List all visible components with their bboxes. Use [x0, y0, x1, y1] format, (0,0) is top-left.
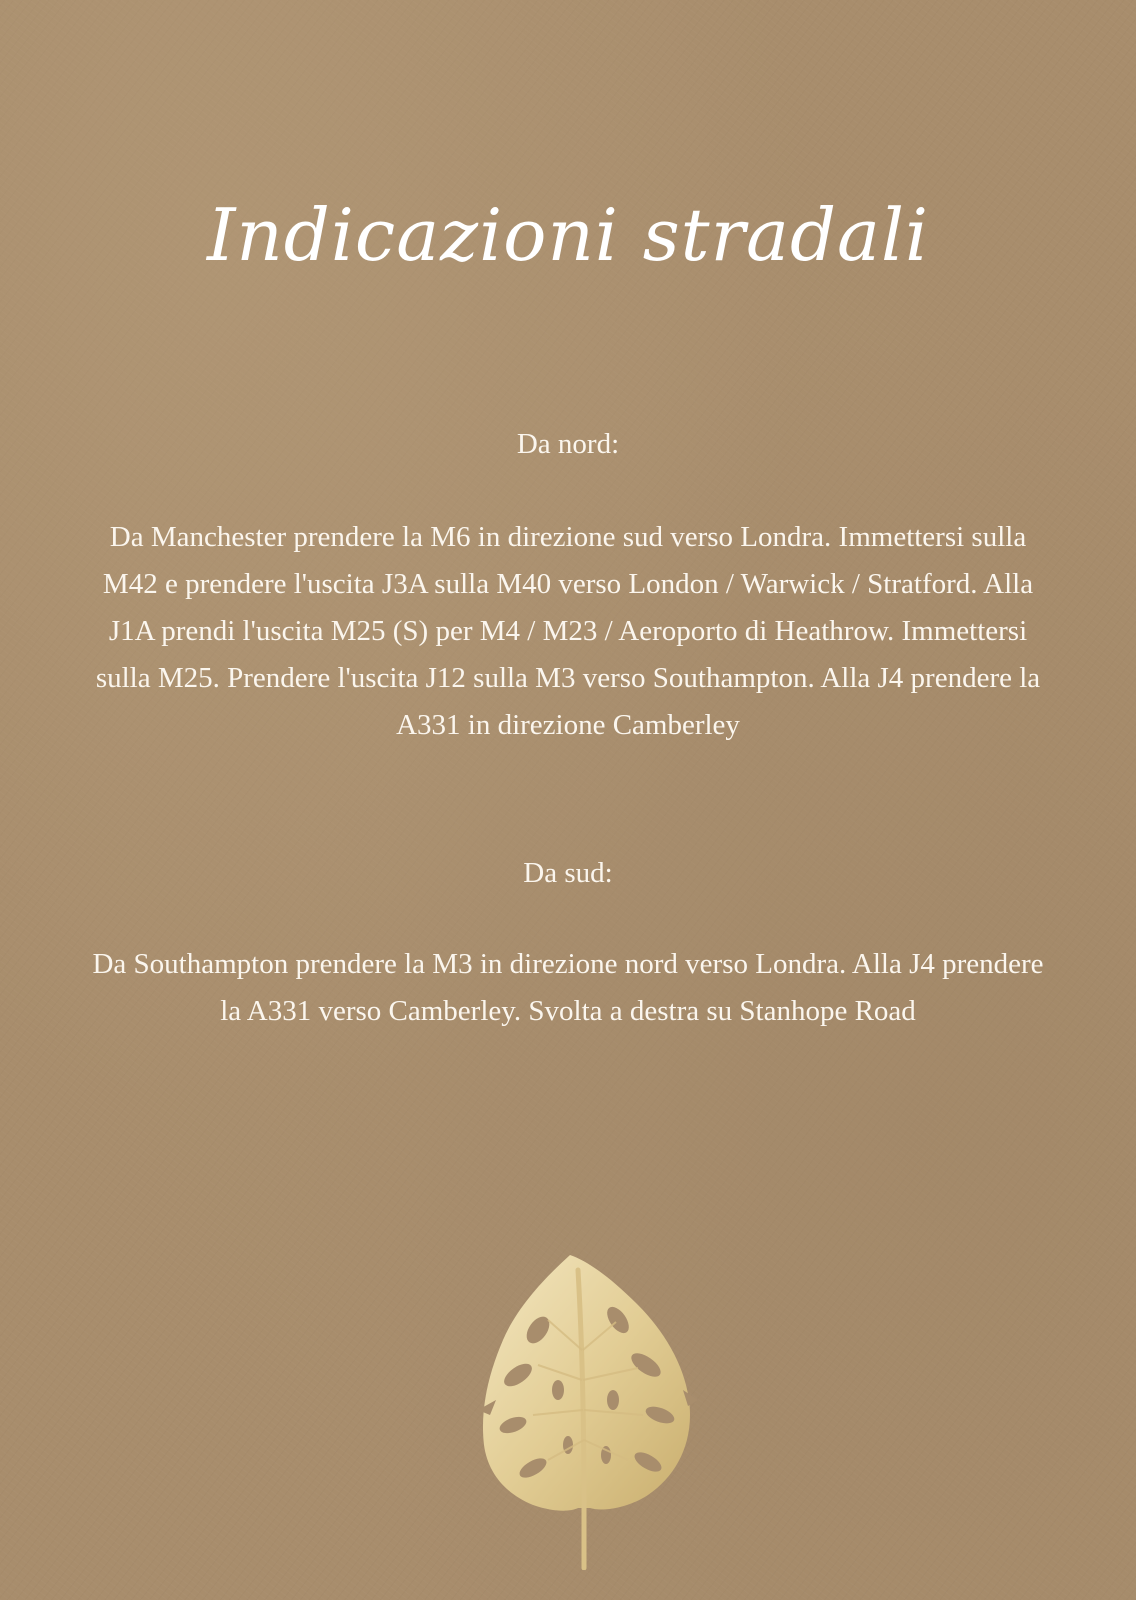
- section-heading-south: Da sud:: [523, 857, 613, 889]
- page-title: Indicazioni stradali: [206, 193, 930, 277]
- section-heading-north: Da nord:: [516, 428, 620, 460]
- section-text-south: Da Southampton prendere la M3 in direzione nord verso Londra. Alla J4 prendere la A331 verso Camberley. Svolta a destra su Stanhope Road: [92, 948, 1044, 1027]
- section-text-north: Da Manchester prendere la M6 in direzione sud verso Londra. Immettersi sulla M42 e prendere l'uscita J3A sulla M40 verso London / Warwick / Stratford. Alla J1A prendi l'uscita M25 (S) per M4 / M23 / Aeroporto di Heathrow. Immettersi sulla M25. Prendere l'uscita J12 sulla M3 verso Southampton. Alla J4 prendere la A331 in direzione Camberley: [95, 521, 1041, 741]
- monstera-leaf-icon: [478, 1250, 698, 1570]
